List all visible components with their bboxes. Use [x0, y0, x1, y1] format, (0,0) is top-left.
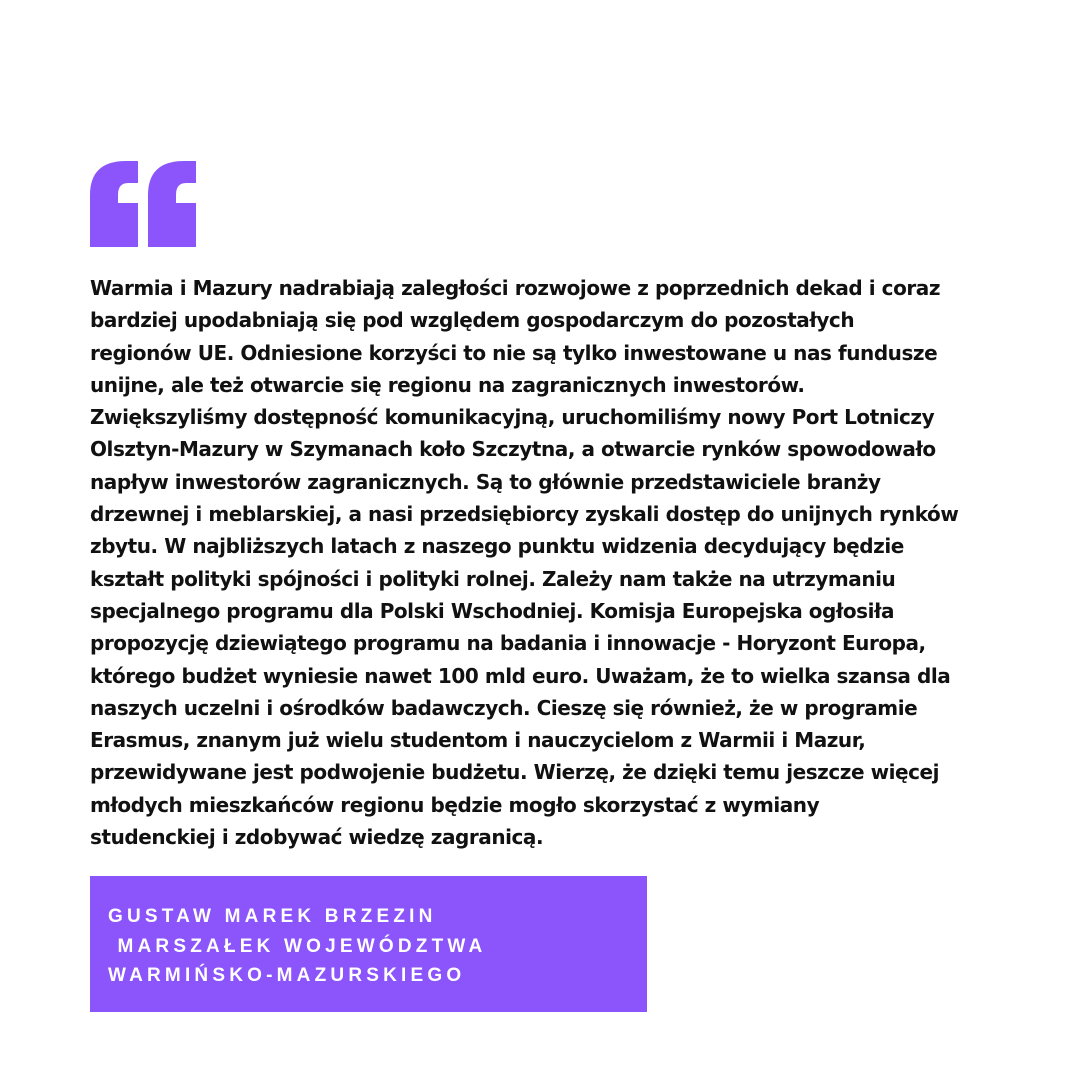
author-name: GUSTAW MAREK BRZEZIN: [108, 906, 437, 927]
quote-text: Warmia i Mazury nadrabiają zaległości rozwojowe z poprzednich dekad i coraz bardziej upodabniają się pod względem gospodarczym do pozostałych regionów UE. Odniesione korzyści to nie są tylko inwestowane u nas fundusze unijne, ale też otwarcie się regionu na zagranicznych inwestorów. Zwiększyliśmy dostępność komunikacyjną, uruchomiliśmy nowy Port Lotniczy Olsztyn-Mazury w Szymanach koło Szczytna, a otwarcie rynków spowodowało napływ inwestorów zagranicznych. Są to głównie przedstawiciele branży drzewnej i meblarskiej, a nasi przedsiębiorcy zyskali dostęp do unijnych rynków zbytu. W najbliższych latach z naszego punktu widzenia decydujący będzie kształt polityki spójności i polityki rolnej. Zależy nam także na utrzymaniu specjalnego programu dla Polski Wschodniej. Komisja Europejska ogłosiła propozycję dziewiątego programu na badania i innowacje - Horyzont Europa, którego budżet wyniesie nawet 100 mld euro. Uważam, że to wielka szansa dla naszych uczelni i ośrodków badawczych. Cieszę się również, że w programie Erasmus, znanym już wielu studentom i nauczycielom z Warmii i Mazur, przewidywane jest podwojenie budżetu. Wierzę, że dzięki temu jeszcze więcej młodych mieszkańców regionu będzie mogło skorzystać z wymiany studenckiej i zdobywać wiedzę zagranicą.: [90, 276, 959, 850]
author-title-line-2: WARMIŃSKO-MAZURSKIEGO: [108, 965, 466, 986]
open-double-quote-icon: [90, 161, 198, 247]
author-box: [90, 876, 647, 1012]
author-title-line-1: MARSZAŁEK WOJEWÓDZTWA: [108, 935, 487, 957]
